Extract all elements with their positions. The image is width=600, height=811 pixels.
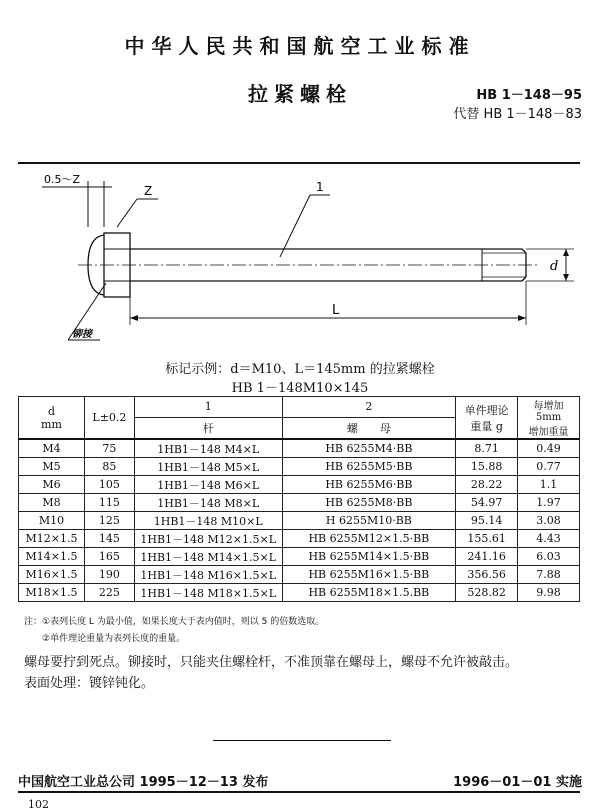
table-row [19, 476, 580, 494]
table-row [19, 548, 580, 566]
cell-w: 15.88 [456, 458, 518, 476]
header-divider [18, 162, 580, 164]
table-row [19, 439, 580, 458]
note-2: ②单件理论重量为表列长度的重量。 [42, 634, 186, 644]
cell-L: 190 [84, 566, 134, 584]
leader-z [117, 199, 137, 227]
table-row [19, 458, 580, 476]
cell-rod: 1HB1－148 M18×1.5×L [134, 584, 282, 602]
label-d: d [550, 259, 559, 274]
header-d: d mm [19, 397, 85, 440]
cell-d: M8 [19, 494, 85, 512]
cell-L: 115 [84, 494, 134, 512]
standard-code: HB 1－148－95 [476, 88, 582, 103]
rod-chamfer-bottom [522, 277, 526, 281]
cell-inc: 0.77 [518, 458, 580, 476]
leader-1 [280, 195, 310, 257]
cell-rod: 1HB1－148 M8×L [134, 494, 282, 512]
cell-nut: HB 6255M8·BB [282, 494, 456, 512]
bolt-drawing [0, 165, 600, 355]
surface-treatment: 表面处理：镀锌钝化。 [24, 676, 155, 691]
header-weight: 单件理论 重量 g [456, 397, 518, 440]
cell-inc: 9.98 [518, 584, 580, 602]
cell-rod: 1HB1－148 M14×1.5×L [134, 548, 282, 566]
cell-nut: HB 6255M16×1.5·BB [282, 566, 456, 584]
end-rule [213, 740, 391, 741]
header-part-1: 1 [134, 397, 282, 418]
cell-nut: HB 6255M18×1.5.BB [282, 584, 456, 602]
marking-example-code: HB 1－148M10×145 [231, 381, 369, 396]
effective-date: 1996－01－01 实施 [453, 775, 582, 790]
replaced-standard: 代替 HB 1－148－83 [453, 107, 582, 122]
cell-d: M10 [19, 512, 85, 530]
page-number: 102 [28, 798, 49, 811]
cell-d: M12×1.5 [19, 530, 85, 548]
cell-inc: 6.03 [518, 548, 580, 566]
cell-d: M6 [19, 476, 85, 494]
standard-org-title: 中华人民共和国航空工业标准 [124, 34, 476, 58]
footer-divider [18, 791, 580, 793]
header-nut: 螺 母 [282, 417, 456, 439]
cell-rod: 1HB1－148 M16×1.5×L [134, 566, 282, 584]
cell-nut: HB 6255M4·BB [282, 439, 456, 458]
cell-rod: 1HB1－148 M6×L [134, 476, 282, 494]
cell-L: 225 [84, 584, 134, 602]
cell-nut: HB 6255M12×1.5·BB [282, 530, 456, 548]
cell-w: 8.71 [456, 439, 518, 458]
cell-w: 54.97 [456, 494, 518, 512]
cell-inc: 1.97 [518, 494, 580, 512]
table-row [19, 566, 580, 584]
cell-inc: 3.08 [518, 512, 580, 530]
cell-L: 85 [84, 458, 134, 476]
cell-nut: H 6255M10·BB [282, 512, 456, 530]
cell-L: 75 [84, 439, 134, 458]
cell-inc: 4.43 [518, 530, 580, 548]
label-L: L [332, 303, 340, 318]
cell-rod: 1HB1－148 M5×L [134, 458, 282, 476]
cell-w: 241.16 [456, 548, 518, 566]
cell-d: M4 [19, 439, 85, 458]
cell-L: 105 [84, 476, 134, 494]
cell-d: M5 [19, 458, 85, 476]
header-part-2: 2 [282, 397, 456, 418]
cell-inc: 0.49 [518, 439, 580, 458]
document-title: 拉紧螺栓 [248, 82, 352, 106]
cell-L: 125 [84, 512, 134, 530]
cell-inc: 7.88 [518, 566, 580, 584]
L-arrow-left [130, 315, 138, 321]
table-row [19, 512, 580, 530]
header-L: L±0.2 [84, 397, 134, 440]
dim-text-top: 0.5～Z [44, 173, 81, 186]
d-arrow-top [563, 249, 569, 256]
cell-w: 528.82 [456, 584, 518, 602]
L-arrow-right [518, 315, 526, 321]
table-header-row [19, 397, 580, 418]
marking-example: 标记示例：d＝M10、L＝145mm 的拉紧螺栓 [165, 362, 435, 377]
table-row [19, 530, 580, 548]
header-increment: 每增加 5mm 增加重量 [518, 397, 580, 440]
cell-d: M16×1.5 [19, 566, 85, 584]
cell-rod: 1HB1－148 M10×L [134, 512, 282, 530]
label-1: 1 [316, 180, 324, 194]
cell-L: 165 [84, 548, 134, 566]
cell-L: 145 [84, 530, 134, 548]
d-arrow-bottom [563, 274, 569, 281]
cell-w: 95.14 [456, 512, 518, 530]
cell-nut: HB 6255M6·BB [282, 476, 456, 494]
label-rivet: 铆接 [72, 329, 92, 340]
cell-nut: HB 6255M5·BB [282, 458, 456, 476]
spec-table [18, 396, 580, 602]
assembly-instruction: 螺母要拧到死点。铆接时，只能夹住螺栓杆，不准顶靠在螺母上，螺母不允许被敲击。 [24, 655, 519, 670]
header-rod: 杆 [134, 417, 282, 439]
cell-w: 28.22 [456, 476, 518, 494]
cell-rod: 1HB1－148 M4×L [134, 439, 282, 458]
note-1: 注：①表列长度 L 为最小值，如果长度大于表内值时，则以 5 的倍数选取。 [24, 617, 325, 627]
table-row [19, 494, 580, 512]
cell-rod: 1HB1－148 M12×1.5×L [134, 530, 282, 548]
rod-chamfer-top [522, 249, 526, 253]
table-row [19, 584, 580, 602]
cell-d: M18×1.5 [19, 584, 85, 602]
cell-d: M14×1.5 [19, 548, 85, 566]
issue-date: 中国航空工业总公司 1995－12－13 发布 [18, 775, 269, 790]
cell-nut: HB 6255M14×1.5·BB [282, 548, 456, 566]
cell-w: 356.56 [456, 566, 518, 584]
cell-inc: 1.1 [518, 476, 580, 494]
label-z: Z [144, 184, 153, 198]
cell-w: 155.61 [456, 530, 518, 548]
